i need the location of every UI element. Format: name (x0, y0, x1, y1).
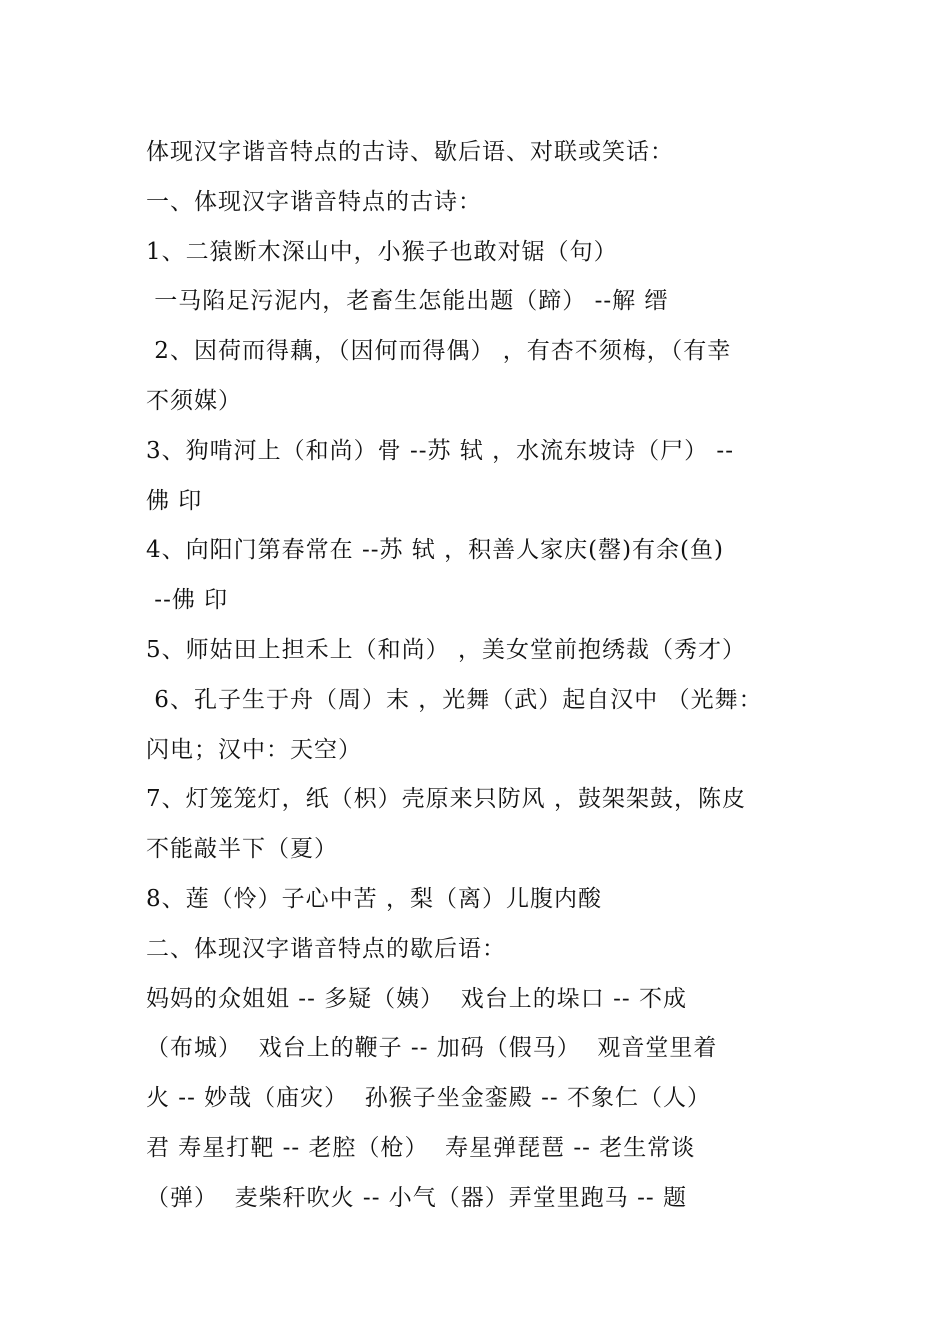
text-line: 不能敲半下（夏） (146, 836, 338, 863)
document-title: 体现汉字谐音特点的古诗、歇后语、对联或笑话： (146, 139, 674, 165)
text-line: 火 -- 妙哉（庙灾） 孙猴子坐金銮殿 -- 不象仁（人） (146, 1085, 711, 1112)
text-line: 君 寿星打靶 -- 老腔（枪） 寿星弹琵琶 -- 老生常谈 (146, 1134, 696, 1161)
text-line: （弹） 麦柴秆吹火 -- 小气（器）弄堂里跑马 -- 题 (146, 1184, 687, 1211)
text-line: 1、二猿断木深山中，小猴子也敢对锯（句） (146, 238, 618, 265)
section-heading-xiehouyu: 二、体现汉字谐音特点的歇后语： (146, 935, 506, 962)
text-line: 佛 印 (146, 487, 203, 514)
text-line: （布城） 戏台上的鞭子 -- 加码（假马） 观音堂里着 (146, 1035, 718, 1062)
document-body (146, 128, 816, 1224)
text-line: 7、灯笼笼灯，纸（枳）壳原来只防风 ，鼓架架鼓，陈皮 (146, 786, 746, 813)
text-line: 5、师姑田上担禾上（和尚） ，美女堂前抱绣裁（秀才） (146, 636, 746, 663)
text-line: 一马陷足污泥内，老畜生怎能出题（蹄） --解 缙 (146, 288, 669, 315)
text-line: --佛 印 (146, 587, 229, 614)
text-line: 6、孔子生于舟（周）末 ，光舞（武）起自汉中 （光舞： (146, 686, 763, 713)
text-line: 3、狗啃河上（和尚）骨 --苏 轼 ，水流东坡诗（尸） -- (146, 437, 734, 464)
text-line: 不须媒） (146, 387, 242, 414)
text-line: 4、向阳门第春常在 --苏 轼 ，积善人家庆(罄)有余(鱼) (146, 537, 725, 564)
text-line: 闪电；汉中：天空） (146, 736, 362, 763)
section-heading-poems: 一、体现汉字谐音特点的古诗： (146, 188, 482, 215)
text-line: 8、莲（怜）子心中苦 ，梨（离）儿腹内酸 (146, 885, 602, 912)
text-line: 2、因荷而得藕，（因何而得偶） ，有杏不须梅，（有幸 (146, 338, 732, 365)
text-line: 妈妈的众姐姐 -- 多疑（姨） 戏台上的垛口 -- 不成 (146, 985, 687, 1012)
